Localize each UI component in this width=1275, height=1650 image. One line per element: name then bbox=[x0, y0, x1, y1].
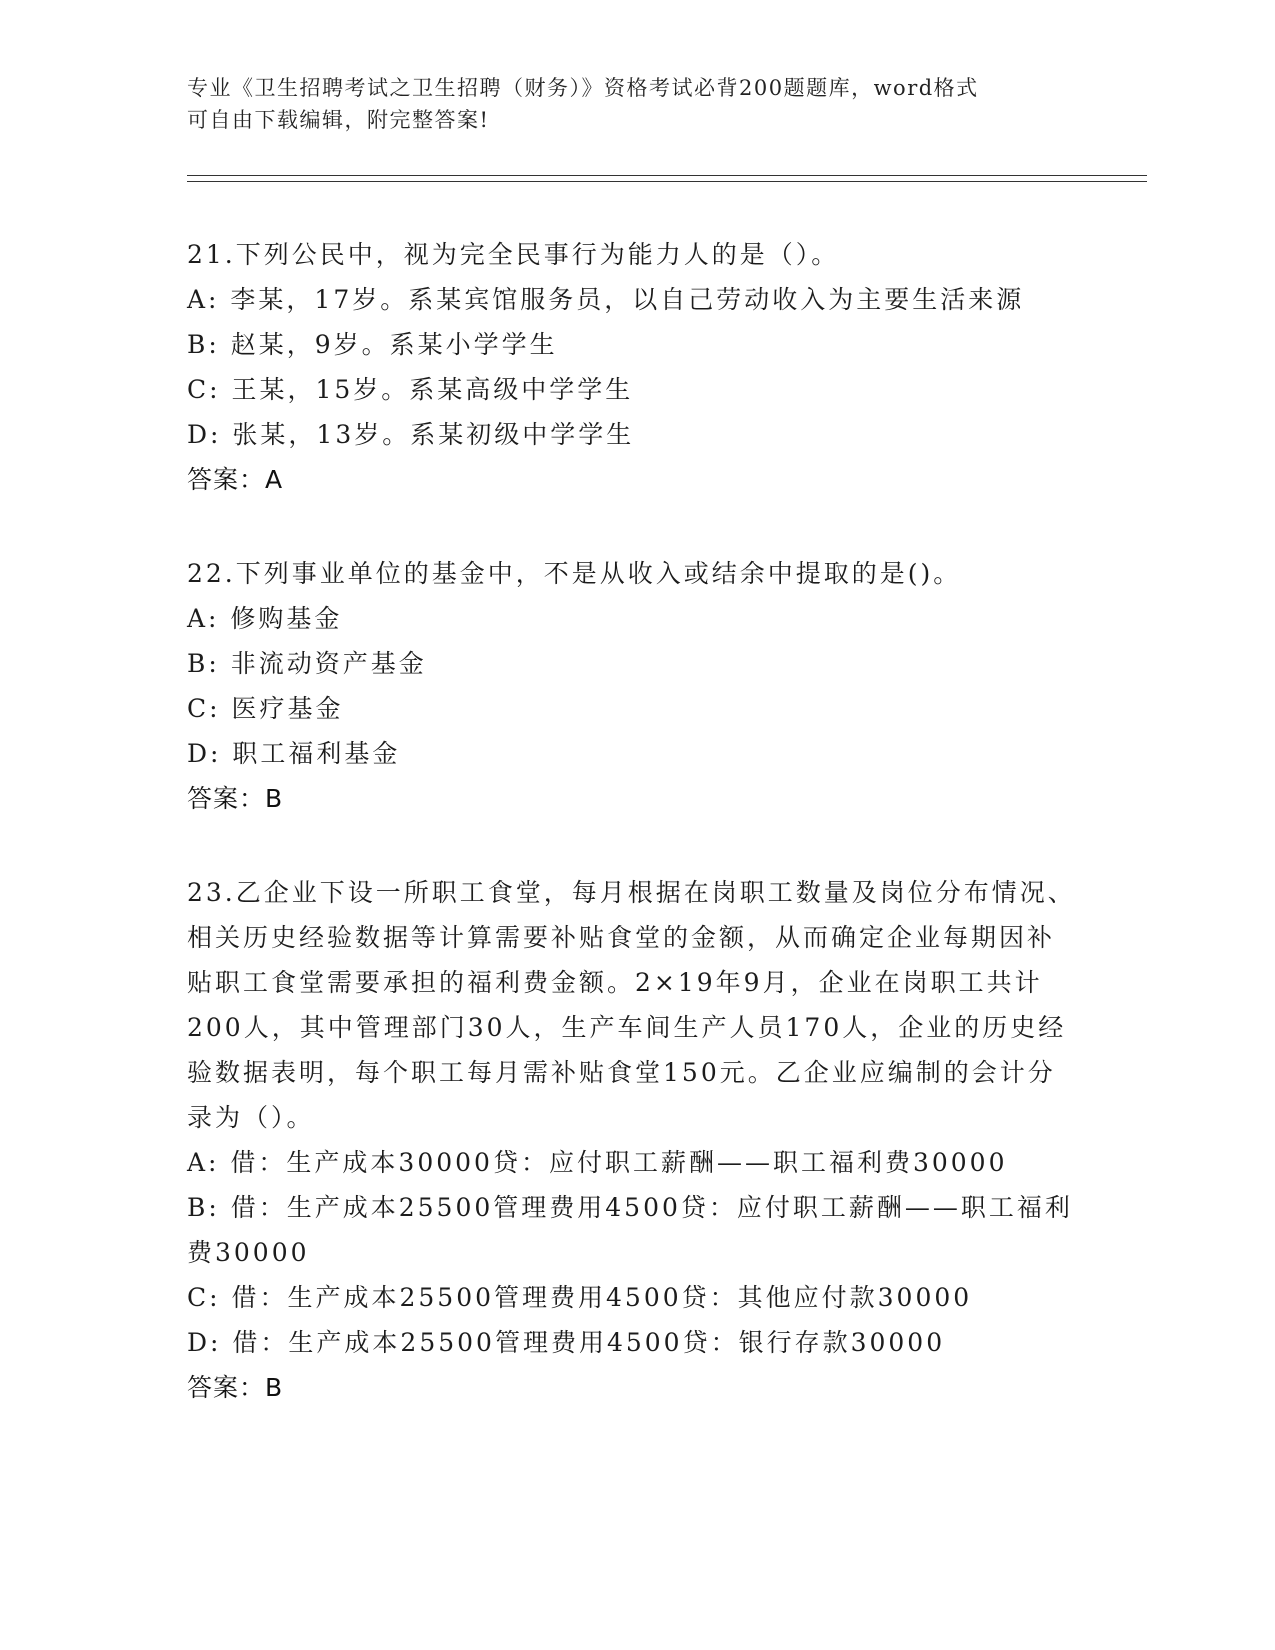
header-line-2: 可自由下载编辑，附完整答案! bbox=[187, 108, 490, 132]
option-a: A: 借：生产成本30000贷：应付职工薪酬——职工福利费30000 bbox=[187, 1148, 1008, 1177]
option-d: D: 借：生产成本25500管理费用4500贷：银行存款30000 bbox=[187, 1328, 946, 1357]
option-b: B: 非流动资产基金 bbox=[187, 649, 427, 678]
question-22 bbox=[187, 551, 1077, 821]
header-line-1: 专业《卫生招聘考试之卫生招聘（财务）》资格考试必背200题题库，word格式 bbox=[187, 76, 979, 100]
answer: 答案：B bbox=[187, 1373, 284, 1402]
question-stem: 23.乙企业下设一所职工食堂，每月根据在岗职工数量及岗位分布情况、相关历史经验数据等计算需要补贴食堂的金额，从而确定企业每期因补贴职工食堂需要承担的福利费金额。2×19年9月，企业在岗职工共计200人，其中管理部门30人，生产车间生产人员170人，企业的历史经验数据表明，每个职工每月需补贴食堂150元。乙企业应编制的会计分录为（）。 bbox=[187, 878, 1076, 1132]
answer: 答案：B bbox=[187, 784, 284, 813]
option-c: C: 借：生产成本25500管理费用4500贷：其他应付款30000 bbox=[187, 1283, 973, 1312]
question-stem: 22.下列事业单位的基金中，不是从收入或结余中提取的是()。 bbox=[187, 559, 962, 588]
answer: 答案：A bbox=[187, 465, 284, 494]
option-c: C: 王某，15岁。系某高级中学学生 bbox=[187, 375, 634, 404]
question-stem: 21.下列公民中，视为完全民事行为能力人的是（）。 bbox=[187, 240, 840, 269]
option-b: B: 赵某，9岁。系某小学学生 bbox=[187, 330, 558, 359]
header-divider-top bbox=[187, 175, 1147, 176]
question-21 bbox=[187, 232, 1077, 502]
option-b: B: 借：生产成本25500管理费用4500贷：应付职工薪酬——职工福利费30000 bbox=[187, 1193, 1073, 1267]
option-d: D: 张某，13岁。系某初级中学学生 bbox=[187, 420, 635, 449]
question-23 bbox=[187, 870, 1077, 1410]
option-c: C: 医疗基金 bbox=[187, 694, 344, 723]
option-d: D: 职工福利基金 bbox=[187, 739, 401, 768]
header-divider-bottom bbox=[187, 181, 1147, 182]
document-header bbox=[187, 72, 1077, 136]
option-a: A: 修购基金 bbox=[187, 604, 343, 633]
option-a: A: 李某，17岁。系某宾馆服务员，以自己劳动收入为主要生活来源 bbox=[187, 285, 1025, 314]
